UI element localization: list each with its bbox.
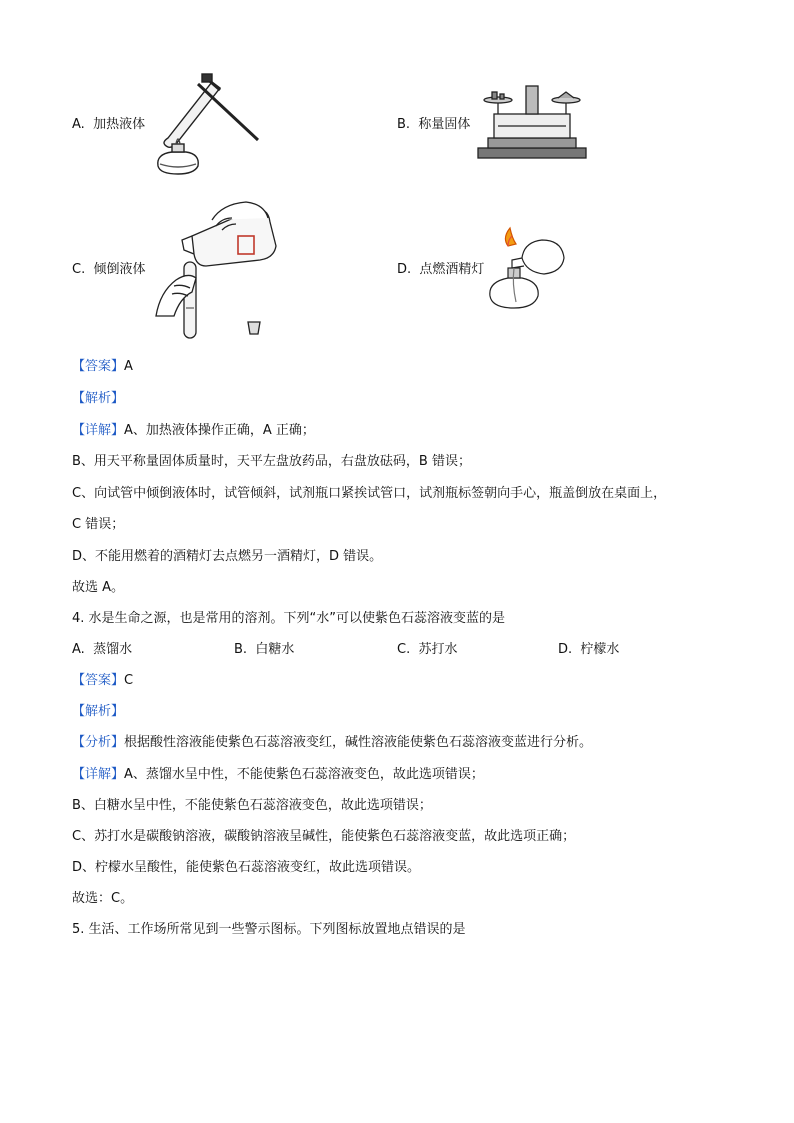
- q3-answer: 【答案】A: [72, 359, 133, 374]
- q4-option-c: C. 苏打水: [397, 642, 458, 657]
- test-tube-over-alcohol-lamp-icon: [150, 68, 262, 180]
- q3-analysis-label: 【解析】: [72, 391, 125, 406]
- q4-detail-line-2: B、白糖水呈中性，不能使紫色石蕊溶液变色，故此选项错误；: [72, 798, 432, 813]
- q4-detail-line-1: 【详解】A、蒸馏水呈中性，不能使紫色石蕊溶液变色，故此选项错误；: [72, 767, 484, 782]
- q4-detail-line-4: D、柠檬水呈酸性，能使紫色石蕊溶液变红，故此选项错误。: [72, 860, 421, 875]
- q4-detail-line-3: C、苏打水是碳酸钠溶液，碳酸钠溶液呈碱性，能使紫色石蕊溶液变蓝，故此选项正确；: [72, 829, 576, 844]
- q4-fenxi: 【分析】根据酸性溶液能使紫色石蕊溶液变红，碱性溶液能使紫色石蕊溶液变蓝进行分析。: [72, 735, 593, 750]
- q4-answer: 【答案】C: [72, 673, 134, 688]
- q3-option-a: A. 加热液体: [72, 117, 146, 132]
- q5-stem: 5. 生活、工作场所常见到一些警示图标。下列图标放置地点错误的是: [72, 922, 466, 937]
- lighting-alcohol-lamp-icon: [482, 224, 574, 314]
- q3-detail-line-1: 【详解】A、加热液体操作正确，A 正确；: [72, 423, 315, 438]
- q3-option-c: C. 倾倒液体: [72, 262, 146, 277]
- q4-stem: 4. 水是生命之源，也是常用的溶剂。下列“水”可以使紫色石蕊溶液变蓝的是: [72, 611, 506, 626]
- balance-scale-icon: [474, 82, 590, 162]
- q3-conclusion: 故选 A。: [72, 580, 125, 595]
- q3-detail-line-2: B、用天平称量固体质量时，天平左盘放药品，右盘放砝码，B 错误；: [72, 454, 471, 469]
- q4-option-a: A. 蒸馏水: [72, 642, 133, 657]
- q3-detail-line-3: C、向试管中倾倒液体时，试管倾斜，试剂瓶口紧挨试管口，试剂瓶标签朝向手心，瓶盖倒放在桌面上，: [72, 486, 667, 501]
- q3-option-b: B. 称量固体: [397, 117, 471, 132]
- q3-detail-line-4: C 错误；: [72, 517, 125, 532]
- q3-option-d: D. 点燃酒精灯: [397, 262, 485, 277]
- pouring-reagent-bottle-icon: [152, 196, 278, 346]
- q4-option-d: D. 柠檬水: [558, 642, 620, 657]
- q4-conclusion: 故选：C。: [72, 891, 134, 906]
- q4-analysis-label: 【解析】: [72, 704, 125, 719]
- q4-option-b: B. 白糖水: [234, 642, 295, 657]
- q3-detail-line-5: D、不能用燃着的酒精灯去点燃另一酒精灯，D 错误。: [72, 549, 383, 564]
